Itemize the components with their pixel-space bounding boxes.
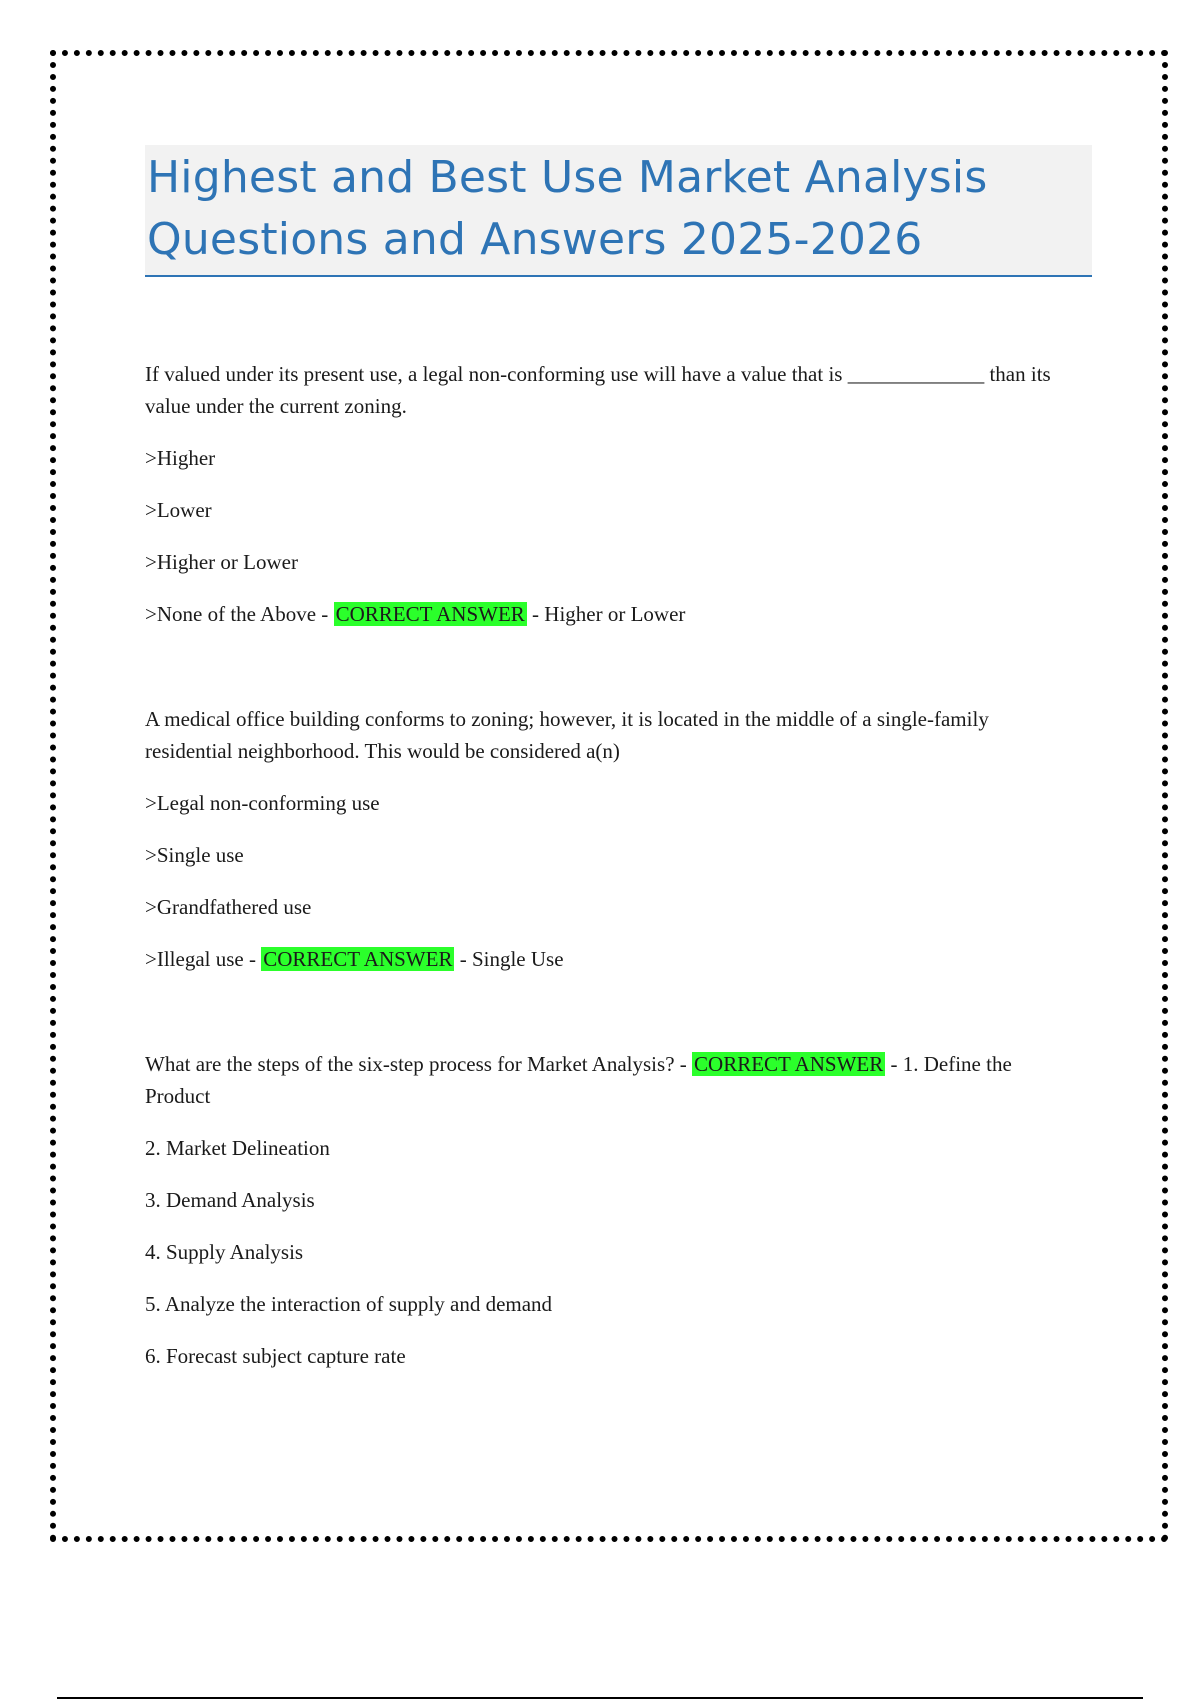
process-step: 3. Demand Analysis (145, 1188, 315, 1212)
correct-answer-highlight: CORRECT ANSWER (694, 1052, 884, 1076)
process-step: 6. Forecast subject capture rate (145, 1344, 406, 1368)
title-block (145, 145, 1092, 277)
question-spacer (145, 995, 1080, 1048)
question-block (145, 1048, 1080, 1372)
process-step: 2. Market Delineation (145, 1136, 330, 1160)
footer-rule (57, 1697, 1143, 1699)
answer-option-with-answer (145, 598, 1080, 630)
answer-option: >Legal non-conforming use (145, 791, 380, 815)
question-text: If valued under its present use, a legal non-conforming use will have a value that is _____________ than its value under the current zoning. (145, 362, 1051, 418)
answer-option: >Illegal use - (145, 947, 262, 971)
answer-option: >Higher (145, 446, 216, 470)
answer-option: >None of the Above - (145, 602, 334, 626)
document-title-line-2: Questions and Answers 2025-2026 (147, 214, 923, 265)
answer-option: >Higher or Lower (145, 550, 298, 574)
answer-option: >Single use (145, 843, 244, 867)
process-step: 4. Supply Analysis (145, 1240, 304, 1264)
question-block (145, 703, 1080, 975)
correct-answer-text: - Single Use (454, 947, 564, 971)
question-block (145, 358, 1080, 630)
correct-answer-highlight: CORRECT ANSWER (263, 947, 453, 971)
question-spacer (145, 650, 1080, 703)
process-step: 5. Analyze the interaction of supply and demand (145, 1292, 553, 1316)
answer-option: >Lower (145, 498, 212, 522)
correct-answer-text: - 1. Define the Product (145, 1052, 1012, 1108)
question-text: A medical office building conforms to zoning; however, it is located in the middle of a single-family residential neighborhood. This would be considered a(n) (145, 707, 989, 763)
answer-option: >Grandfathered use (145, 895, 312, 919)
answer-option-with-answer (145, 943, 1080, 975)
correct-answer-highlight: CORRECT ANSWER (335, 602, 525, 626)
qa-content (145, 358, 1080, 1392)
document-title-line-1: Highest and Best Use Market Analysis (147, 152, 988, 203)
correct-answer-text: - Higher or Lower (526, 602, 686, 626)
question-text: What are the steps of the six-step process for Market Analysis? - (145, 1052, 693, 1076)
question-with-answer (145, 1048, 1080, 1112)
